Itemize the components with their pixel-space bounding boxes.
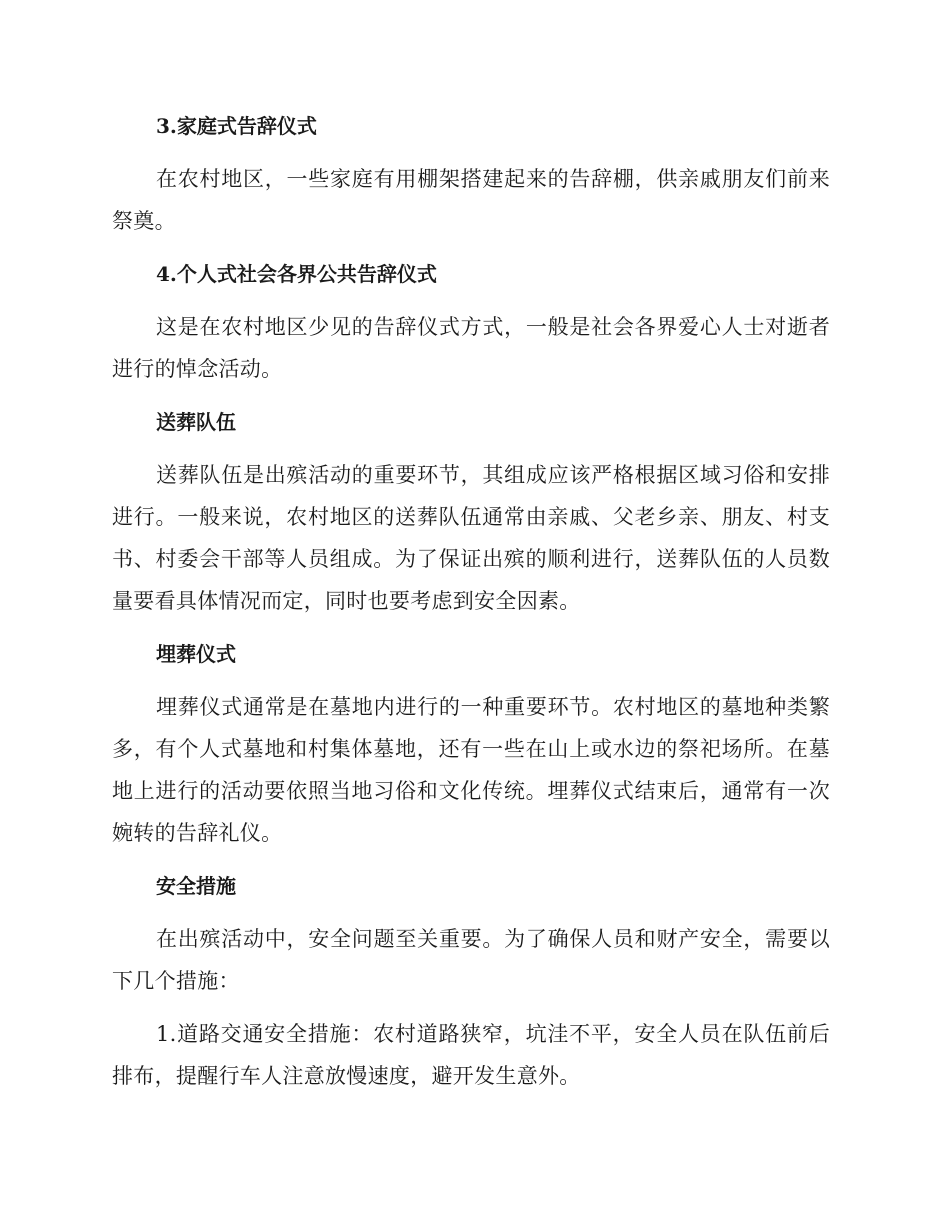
section-heading-funeral-procession: 送葬队伍 [156,410,236,434]
section-heading-family-farewell: 3.家庭式告辞仪式 [156,114,317,138]
paragraph-safety-intro: 在出殡活动中，安全问题至关重要。为了确保人员和财产安全，需要以下几个措施： [112,927,830,993]
paragraph-public-farewell: 这是在农村地区少见的告辞仪式方式，一般是社会各界爱心人士对逝者进行的悼念活动。 [112,315,830,381]
document-page [112,105,830,1108]
paragraph-funeral-procession: 送葬队伍是出殡活动的重要环节，其组成应该严格根据区域习俗和安排进行。一般来说，农村地区的送葬队伍通常由亲戚、父老乡亲、朋友、村支书、村委会干部等人员组成。为了保证出殡的顺利进行，送葬队伍的人员数量要看具体情况而定，同时也要考虑到安全因素。 [112,463,830,613]
section-heading-public-farewell: 4.个人式社会各界公共告辞仪式 [156,262,437,286]
section-heading-burial-ceremony: 埋葬仪式 [156,642,236,666]
paragraph-burial-ceremony: 埋葬仪式通常是在墓地内进行的一种重要环节。农村地区的墓地种类繁多，有个人式墓地和村集体墓地，还有一些在山上或水边的祭祀场所。在墓地上进行的活动要依照当地习俗和文化传统。埋葬仪式结束后，通常有一次婉转的告辞礼仪。 [112,695,830,845]
paragraph-family-farewell: 在农村地区，一些家庭有用棚架搭建起来的告辞棚，供亲戚朋友们前来祭奠。 [112,167,830,233]
section-heading-safety-measures: 安全措施 [156,874,236,898]
paragraph-road-traffic-safety: 1.道路交通安全措施：农村道路狭窄，坑洼不平，安全人员在队伍前后排布，提醒行车人注意放慢速度，避开发生意外。 [112,1022,830,1088]
